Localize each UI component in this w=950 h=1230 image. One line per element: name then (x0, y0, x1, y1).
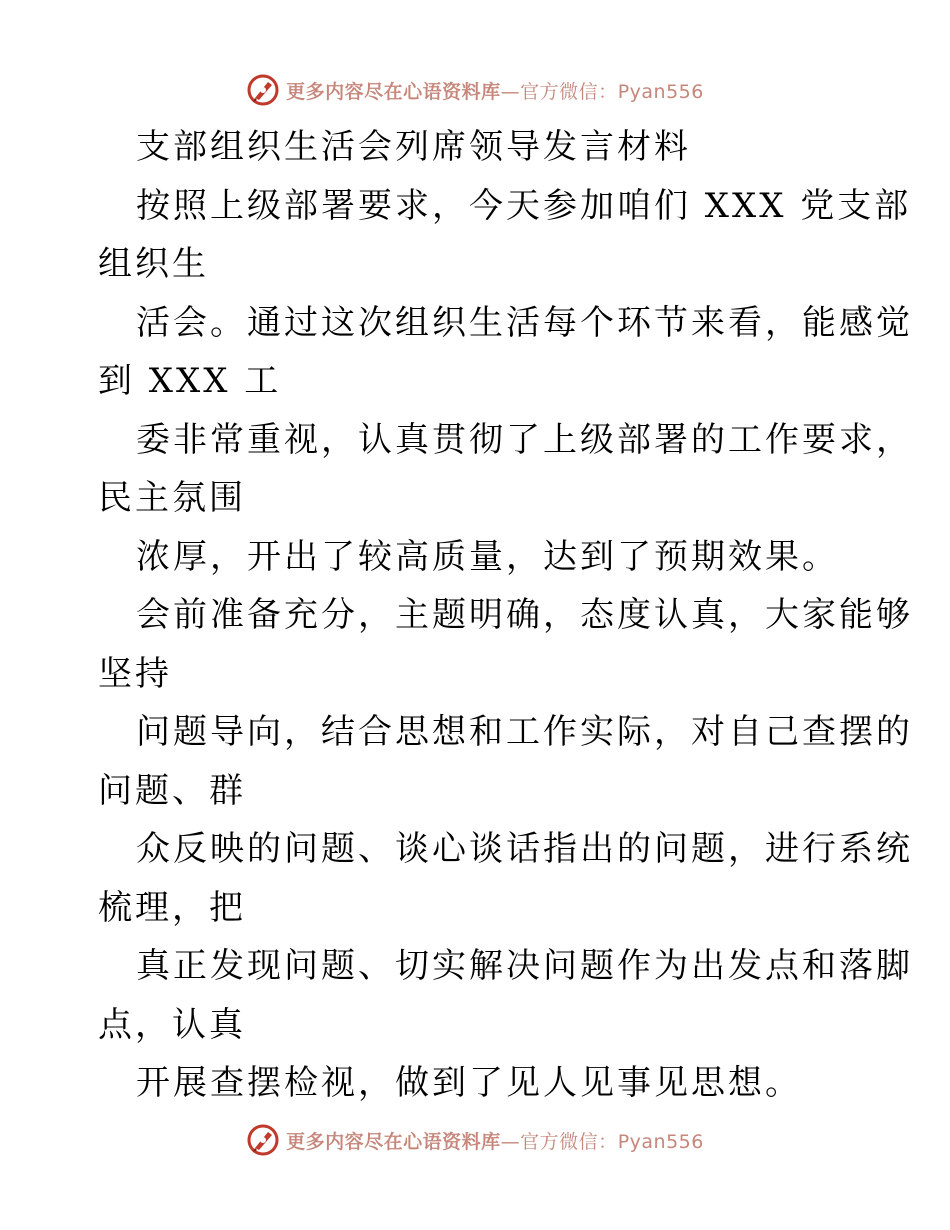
header-banner-slogan: 更多内容尽在心语资料库 (286, 80, 501, 103)
paragraph-line: 按照上级部署要求，今天参加咱们 XXX 党支部 (136, 185, 912, 226)
paragraph-line: 会前准备充分，主题明确，态度认真，大家能够 (136, 595, 913, 635)
paragraph-line: 民主氛围 (98, 478, 246, 518)
paragraph-line: 活会。通过这次组织生活每个环节来看，能感觉 (136, 302, 913, 343)
quill-pen-logo-icon (246, 73, 280, 107)
paragraph-line: 问题导向，结合思想和工作实际，对自己查摆的 (136, 712, 913, 752)
paragraph-line: 委非常重视，认真贯彻了上级部署的工作要求， (136, 419, 913, 460)
footer-banner-label: 官方微信： (520, 1130, 618, 1153)
footer-banner-text (286, 1127, 704, 1154)
paragraph-line: 众反映的问题、谈心谈话指出的问题，进行系统 (136, 829, 913, 869)
footer-banner-dash: — (500, 1130, 521, 1153)
paragraph-line: 点，认真 (98, 1004, 246, 1045)
footer-banner (0, 1120, 950, 1160)
header-banner-text (286, 77, 704, 104)
header-banner (0, 70, 950, 110)
header-banner-label: 官方微信： (520, 80, 618, 103)
paragraph-line: 开展查摆检视，做到了见人见事见思想。 (136, 1063, 802, 1103)
header-banner-dash: — (500, 80, 521, 103)
paragraph-line: 到 XXX 工 (98, 361, 282, 401)
paragraph-line: 真正发现问题、切实解决问题作为出发点和落脚 (136, 946, 913, 986)
quill-pen-logo-icon (246, 1123, 280, 1157)
header-banner-handle: Pyan556 (617, 80, 704, 103)
document-body (98, 118, 913, 1113)
document-title: 支部组织生活会列席领导发言材料 (136, 127, 691, 167)
paragraph-line: 组织生 (98, 244, 209, 284)
paragraph-line: 坚持 (98, 653, 172, 694)
footer-banner-slogan: 更多内容尽在心语资料库 (286, 1130, 501, 1153)
paragraph-line: 问题、群 (98, 770, 246, 811)
footer-banner-handle: Pyan556 (617, 1130, 704, 1153)
paragraph-line: 梳理，把 (98, 887, 246, 928)
paragraph-line: 浓厚，开出了较高质量，达到了预期效果。 (136, 536, 839, 577)
